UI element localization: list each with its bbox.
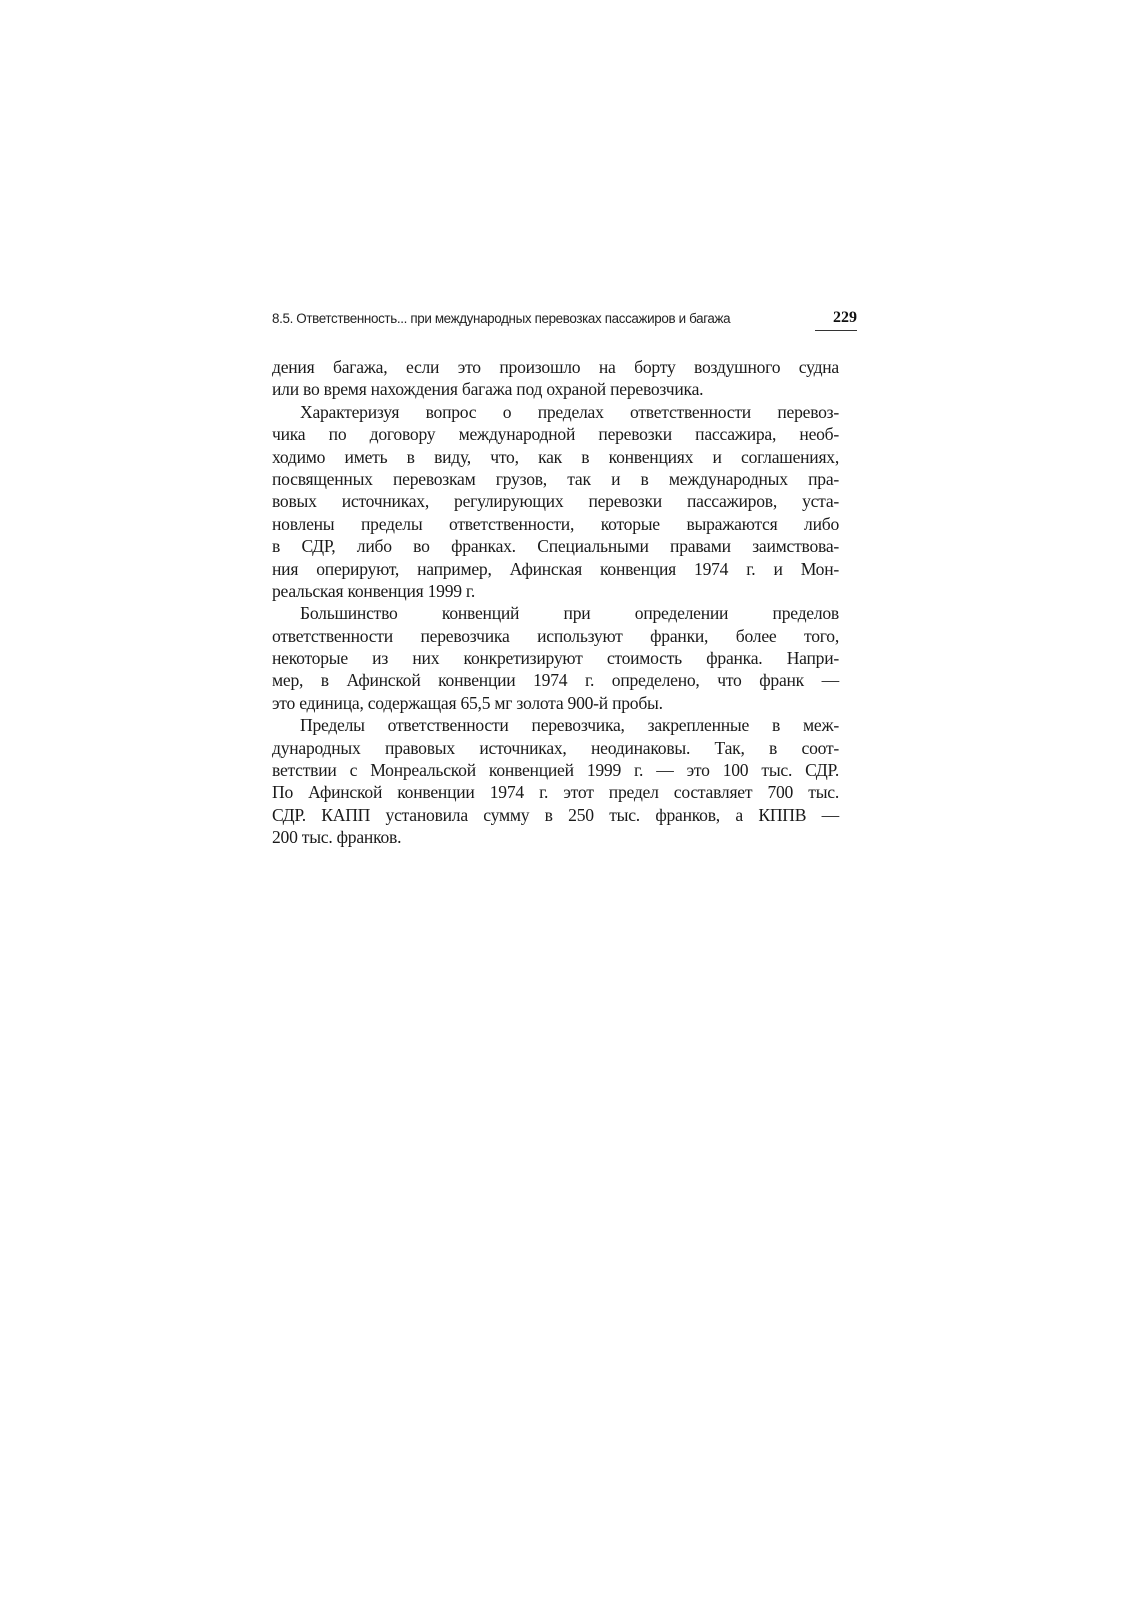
text-line: 200 тыс. франков. xyxy=(272,827,402,848)
text-line: вовых источниках, регулирующих перевозки пассажиров, уста- xyxy=(272,491,839,512)
text-line: мер, в Афинской конвенции 1974 г. определено, что франк — xyxy=(272,670,839,691)
text-line: некоторые из них конкретизируют стоимость франка. Напри- xyxy=(272,648,839,669)
text-line: посвященных перевозкам грузов, так и в международных пра- xyxy=(272,468,839,489)
paragraph-amounts xyxy=(272,714,839,848)
paragraph-continuation xyxy=(272,356,839,401)
text-line: реальская конвенция 1999 г. xyxy=(272,580,476,601)
text-line: дения багажа, если это произошло на борту воздушного судна xyxy=(272,357,839,377)
paragraph-francs xyxy=(272,602,839,714)
text-line: дународных правовых источниках, неодинаковы. Так, в соот- xyxy=(272,737,839,758)
text-line: новлены пределы ответственности, которые выражаются либо xyxy=(272,513,839,534)
text-line: чика по договору международной перевозки пассажира, необ- xyxy=(272,424,839,445)
running-title: 8.5. Ответственность... при международных перевозках пассажиров и багажа xyxy=(272,311,731,326)
text-line: ходимо иметь в виду, что, как в конвенциях и соглашениях, xyxy=(272,446,839,467)
text-line: или во время нахождения багажа под охраной перевозчика. xyxy=(272,379,704,400)
paragraph-liability-limits xyxy=(272,401,839,603)
text-line: Большинство конвенций при определении пределов xyxy=(300,603,839,624)
text-line: По Афинской конвенции 1974 г. этот предел составляет 700 тыс. xyxy=(272,782,839,803)
page-number-rule xyxy=(815,330,857,331)
text-line: это единица, содержащая 65,5 мг золота 900-й пробы. xyxy=(272,692,663,713)
running-head xyxy=(272,309,857,333)
text-line: ответственности перевозчика используют франки, более того, xyxy=(272,625,839,646)
text-line: ветствии с Монреальской конвенцией 1999 г. — это 100 тыс. СДР. xyxy=(272,760,839,781)
text-line: Пределы ответственности перевозчика, закрепленные в меж- xyxy=(300,715,839,736)
text-line: ния оперируют, например, Афинская конвенция 1974 г. и Мон- xyxy=(272,558,839,579)
body-text xyxy=(272,356,839,849)
text-line: СДР. КАПП установила сумму в 250 тыс. франков, а КППВ — xyxy=(272,804,839,825)
text-line: Характеризуя вопрос о пределах ответственности перевоз- xyxy=(300,401,839,422)
page-number: 229 xyxy=(833,309,857,326)
text-line: в СДР, либо во франках. Специальными правами заимствова- xyxy=(272,536,839,557)
